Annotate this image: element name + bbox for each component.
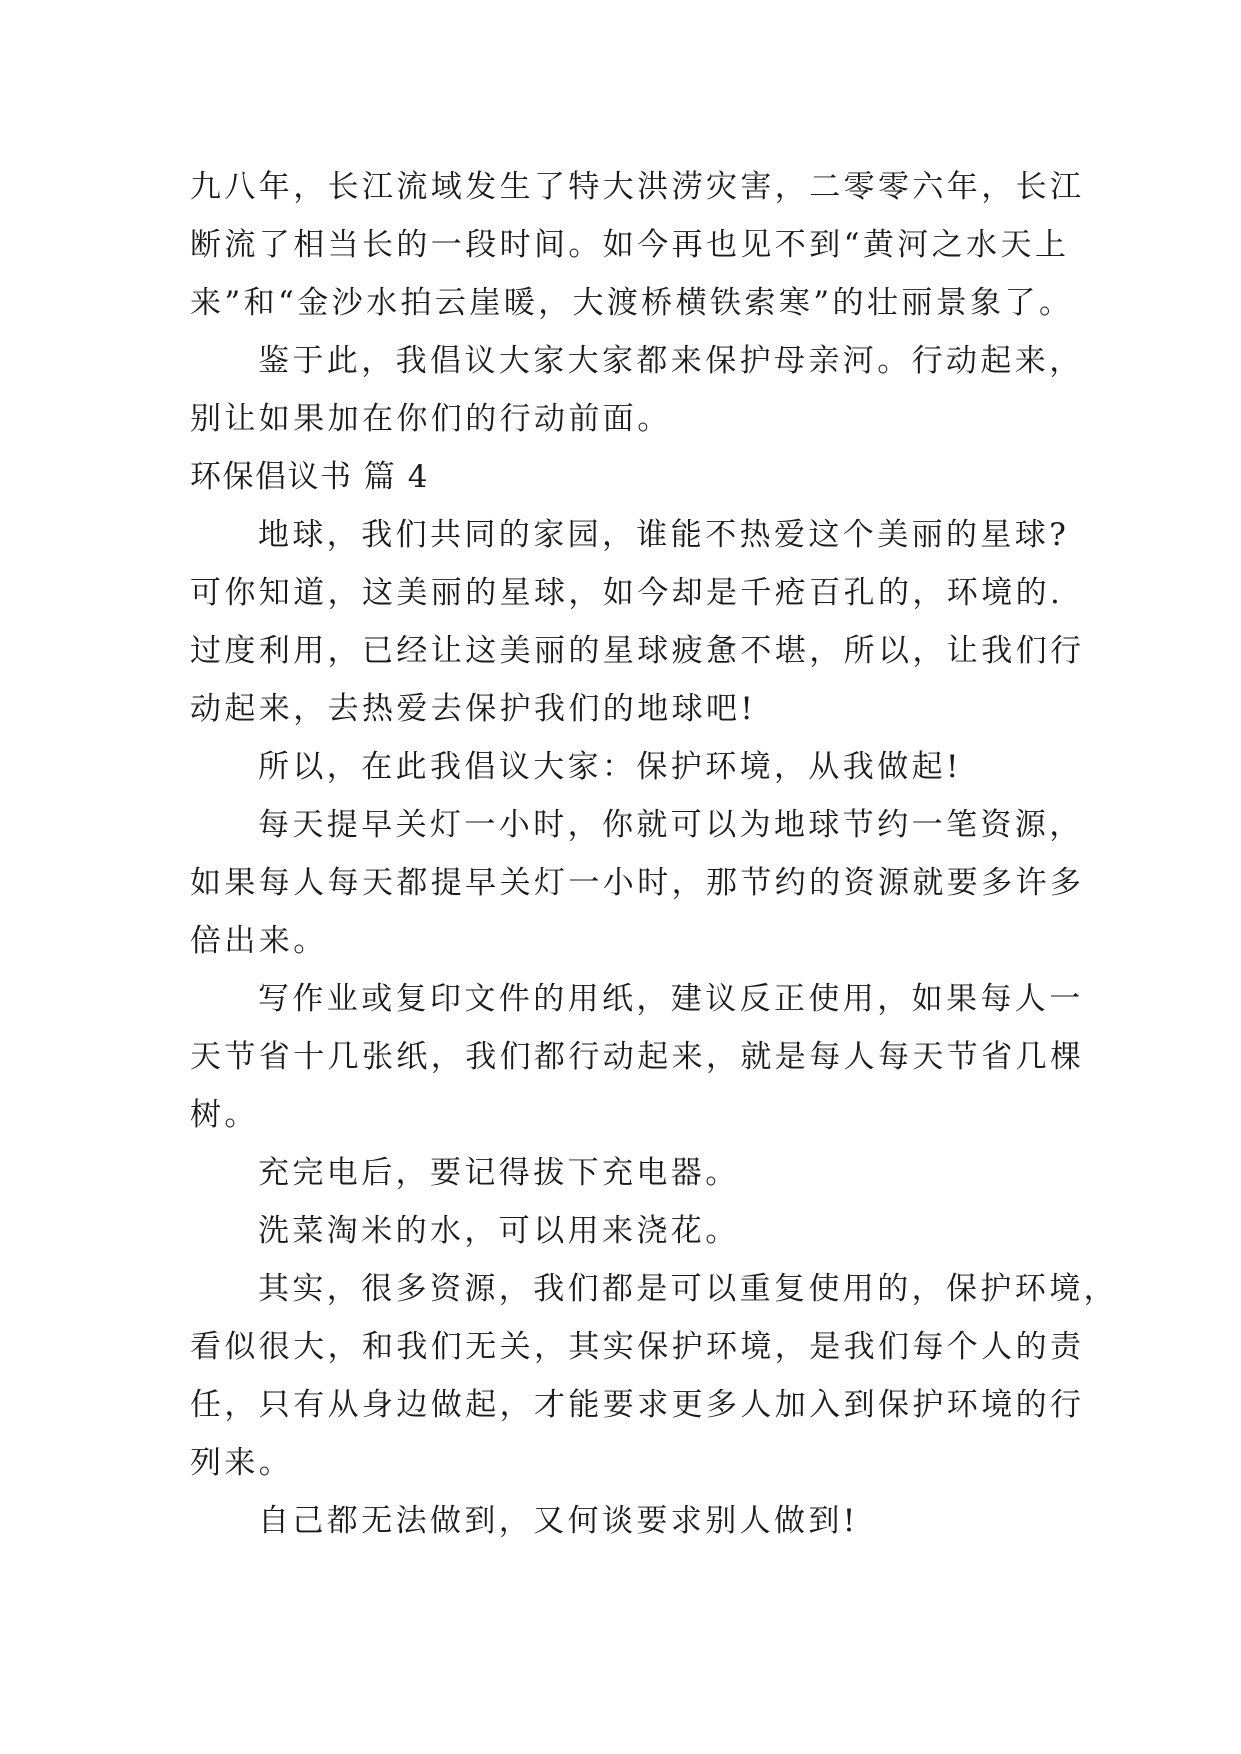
text-line: 天节省十几张纸，我们都行动起来，就是每人每天节省几棵 <box>190 1039 1085 1075</box>
section-heading: 环保倡议书 篇 4 <box>190 459 429 495</box>
paragraph-first-line: 自己都无法做到，又何谈要求别人做到! <box>258 1503 859 1539</box>
paragraph-first-line: 鉴于此，我倡议大家大家都来保护母亲河。行动起来， <box>258 343 1084 379</box>
text-line: 别让如果加在你们的行动前面。 <box>190 401 672 437</box>
text-line: 任，只有从身边做起，才能要求更多人加入到保护环境的行 <box>190 1387 1085 1423</box>
text-line: 倍出来。 <box>190 923 328 959</box>
text-line: 可你知道，这美丽的星球，如今却是千疮百孔的，环境的. <box>190 575 1064 611</box>
paragraph-first-line: 写作业或复印文件的用纸，建议反正使用，如果每人一 <box>258 981 1084 1017</box>
paragraph-first-line: 所以，在此我倡议大家：保护环境，从我做起! <box>258 749 962 785</box>
text-line: 过度利用，已经让这美丽的星球疲惫不堪，所以，让我们行 <box>190 633 1085 669</box>
paragraph-first-line: 其实，很多资源，我们都是可以重复使用的，保护环境， <box>258 1271 1118 1307</box>
text-line: 列来。 <box>190 1445 294 1481</box>
text-line: 如果每人每天都提早关灯一小时，那节约的资源就要多许多 <box>190 865 1085 901</box>
text-line: 九八年，长江流域发生了特大洪涝灾害，二零零六年，长江 <box>190 169 1085 205</box>
text-line: 动起来，去热爱去保护我们的地球吧! <box>190 691 757 727</box>
document-body <box>190 158 1118 1550</box>
paragraph-first-line: 充完电后，要记得拔下充电器。 <box>258 1155 740 1191</box>
text-line: 来”和“金沙水拍云崖暖，大渡桥横铁索寒”的壮丽景象了。 <box>190 285 1074 321</box>
text-line: 树。 <box>190 1097 259 1133</box>
paragraph-first-line: 地球，我们共同的家园，谁能不热爱这个美丽的星球? <box>258 517 1070 553</box>
text-line: 断流了相当长的一段时间。如今再也见不到“黄河之水天上 <box>190 227 1070 263</box>
text-line: 看似很大，和我们无关，其实保护环境，是我们每个人的责 <box>190 1329 1085 1365</box>
paragraph-first-line: 每天提早关灯一小时，你就可以为地球节约一笔资源， <box>258 807 1084 843</box>
paragraph-first-line: 洗菜淘米的水，可以用来浇花。 <box>258 1213 740 1249</box>
